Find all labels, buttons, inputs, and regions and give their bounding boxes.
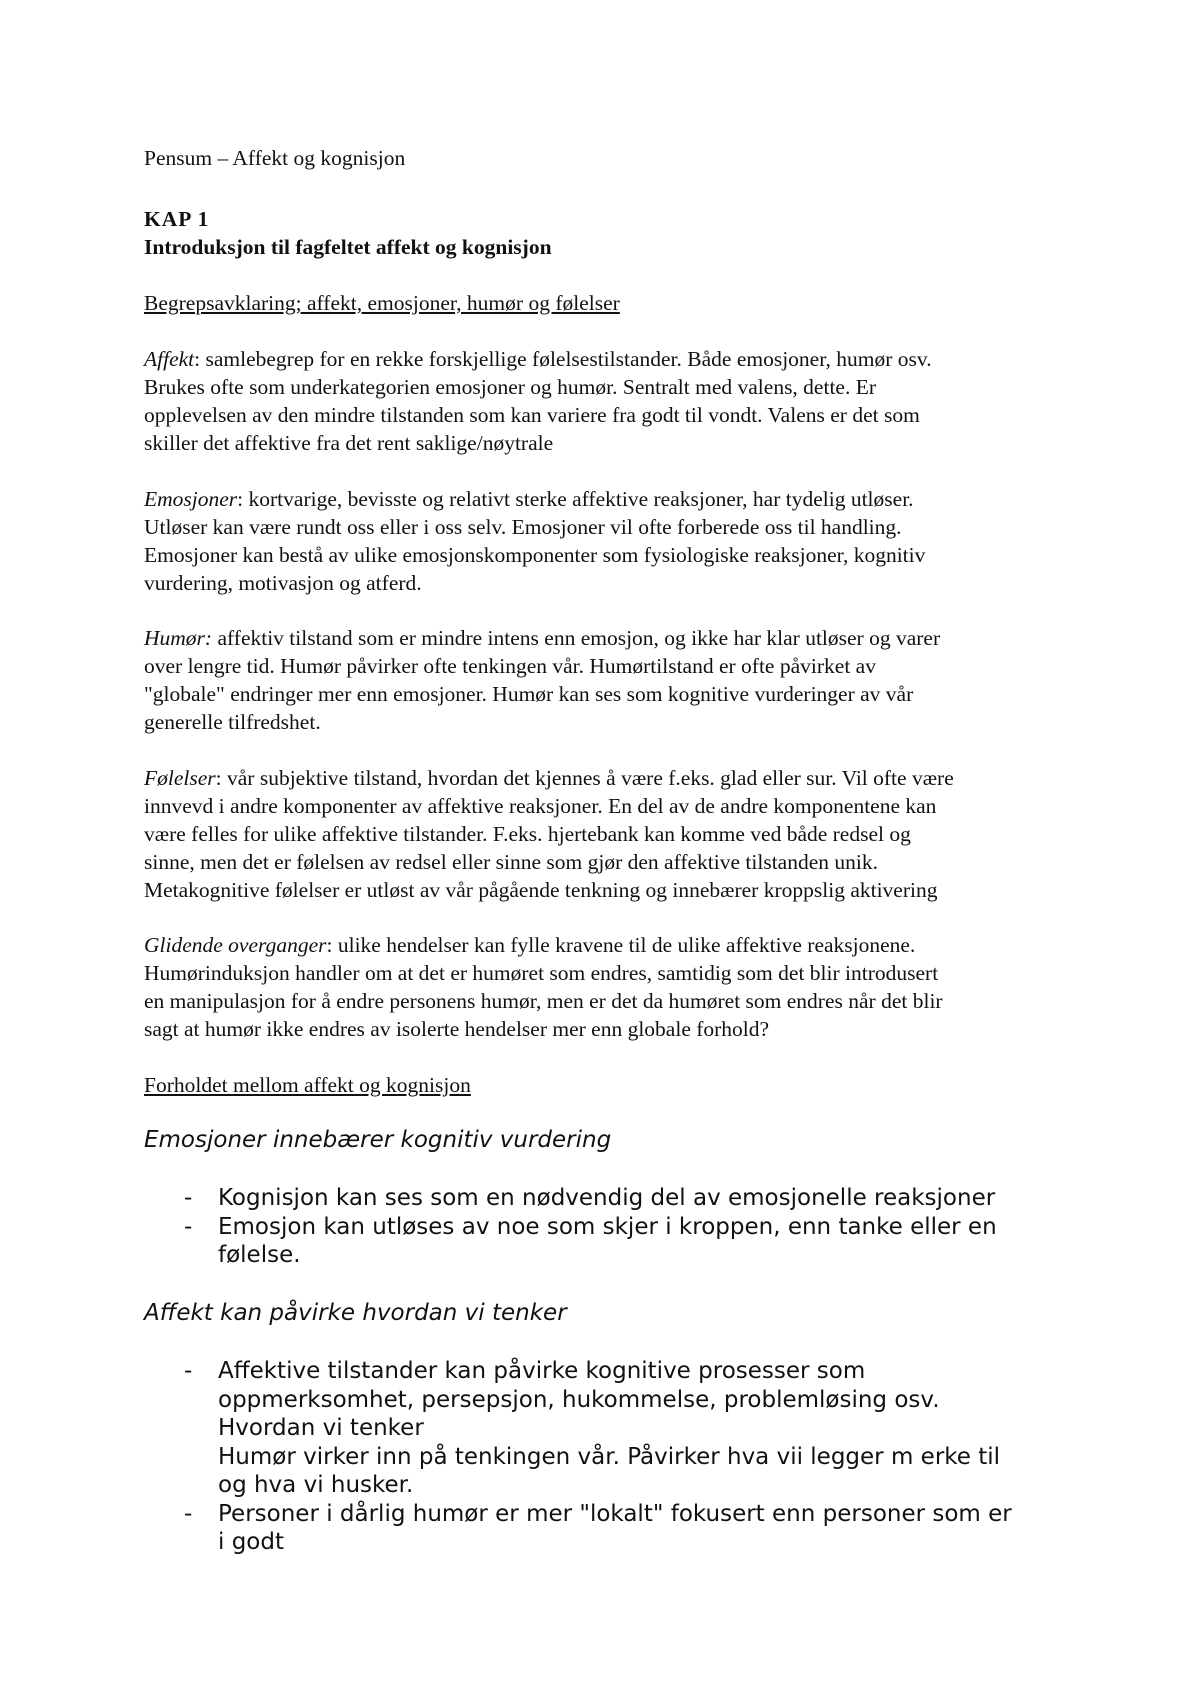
subheading-affekt-pavirke-tenking: Affekt kan påvirke hvordan vi tenker [144,1300,567,1326]
list-item: - Personer i dårlig humør er mer "lokalt" fokusert enn personer som er i godt [184,1500,1012,1555]
section-heading-begrepsavklaring: Begrepsavklaring; affekt, emosjoner, humør og følelser [144,291,620,315]
paragraph-line: "globale" endringer mer enn emosjoner. Humør kan ses som kognitive vurderinger av vår [144,682,914,706]
paragraph-line: Emosjoner: kortvarige, bevisste og relativt sterke affektive reaksjoner, har tydelig utløser. [144,487,914,511]
term-folelser: Følelser [144,766,216,790]
paragraph-line: Utløser kan være rundt oss eller i oss selv. Emosjoner vil ofte forberede oss til handling. [144,515,902,539]
term-emosjoner: Emosjoner [144,487,238,511]
paragraph-affekt [144,345,1074,457]
paragraph-glidende-overganger [144,931,1074,1043]
paragraph-line: sinne, men det er følelsen av redsel eller sinne som gjør den affektive tilstanden unik. [144,850,878,874]
paragraph-line: Følelser: vår subjektive tilstand, hvordan det kjennes å være f.eks. glad eller sur. Vil ofte være [144,766,954,790]
bullet-list-2 [144,1357,1084,1557]
term-glidende-overganger: Glidende overganger [144,933,327,957]
paragraph-line: Humør: affektiv tilstand som er mindre intens enn emosjon, og ikke har klar utløser og varer [144,626,941,650]
paragraph-humor [144,624,1074,736]
paragraph-line: en manipulasjon for å endre personens humør, men er det da humøret som endres når det blir [144,989,943,1013]
paragraph-emosjoner [144,485,1074,597]
list-item: - Emosjon kan utløses av noe som skjer i kroppen, enn tanke eller en følelse. [184,1213,997,1268]
bullet-dash: - [184,1500,193,1527]
paragraph-line: generelle tilfredshet. [144,710,321,734]
paragraph-line: vurdering, motivasjon og atferd. [144,571,422,595]
paragraph-line: over lengre tid. Humør påvirker ofte tenkingen vår. Humørtilstand er ofte påvirket av [144,654,876,678]
paragraph-line: sagt at humør ikke endres av isolerte hendelser mer enn globale forhold? [144,1017,770,1041]
paragraph-line: Affekt: samlebegrep for en rekke forskjellige følelsestilstander. Både emosjoner, humør osv. [144,347,932,371]
document-title: Pensum – Affekt og kognisjon [144,146,406,170]
section-heading-forholdet: Forholdet mellom affekt og kognisjon [144,1073,471,1097]
list-item: - Kognisjon kan ses som en nødvendig del av emosjonelle reaksjoner [184,1185,996,1211]
paragraph-line: Emosjoner kan bestå av ulike emosjonskomponenter som fysiologiske reaksjoner, kognitiv [144,543,926,567]
bullet-list-1 [144,1184,1084,1270]
paragraph-line: opplevelsen av den mindre tilstanden som kan variere fra godt til vondt. Valens er det som [144,403,920,427]
bullet-dash: - [184,1185,193,1211]
paragraph-line: Metakognitive følelser er utløst av vår pågående tenkning og innebærer kroppslig aktivering [144,878,938,902]
paragraph-line: Brukes ofte som underkategorien emosjoner og humør. Sentralt med valens, dette. Er [144,375,877,399]
paragraph-line: Humørinduksjon handler om at det er humøret som endres, samtidig som det blir introdusert [144,961,939,985]
paragraph-folelser [144,764,1074,904]
chapter-title: Introduksjon til fagfeltet affekt og kognisjon [144,235,552,259]
term-affekt: Affekt [144,347,195,371]
paragraph-line: være felles for ulike affektive tilstander. F.eks. hjertebank kan komme ved både redsel og [144,822,911,846]
chapter-label: KAP 1 [144,207,210,231]
subheading-emosjoner-kognitiv-vurdering: Emosjoner innebærer kognitiv vurdering [144,1127,612,1153]
list-item: - Affektive tilstander kan påvirke kognitive prosesser som oppmerksomhet, persepsjon, hukommelse, problemløsing osv. Hvordan vi tenker Humør virker inn på tenkingen vår. Påvirker hva vii legger m erke til og hva vi husker. [184,1358,1001,1498]
term-humor: Humør: [144,626,213,650]
paragraph-line: skiller det affektive fra det rent saklige/nøytrale [144,431,554,455]
bullet-dash: - [184,1358,193,1384]
paragraph-line: Glidende overganger: ulike hendelser kan fylle kravene til de ulike affektive reaksjonene. [144,933,916,957]
bullet-dash: - [184,1213,193,1240]
paragraph-line: innvevd i andre komponenter av affektive reaksjoner. En del av de andre komponentene kan [144,794,937,818]
